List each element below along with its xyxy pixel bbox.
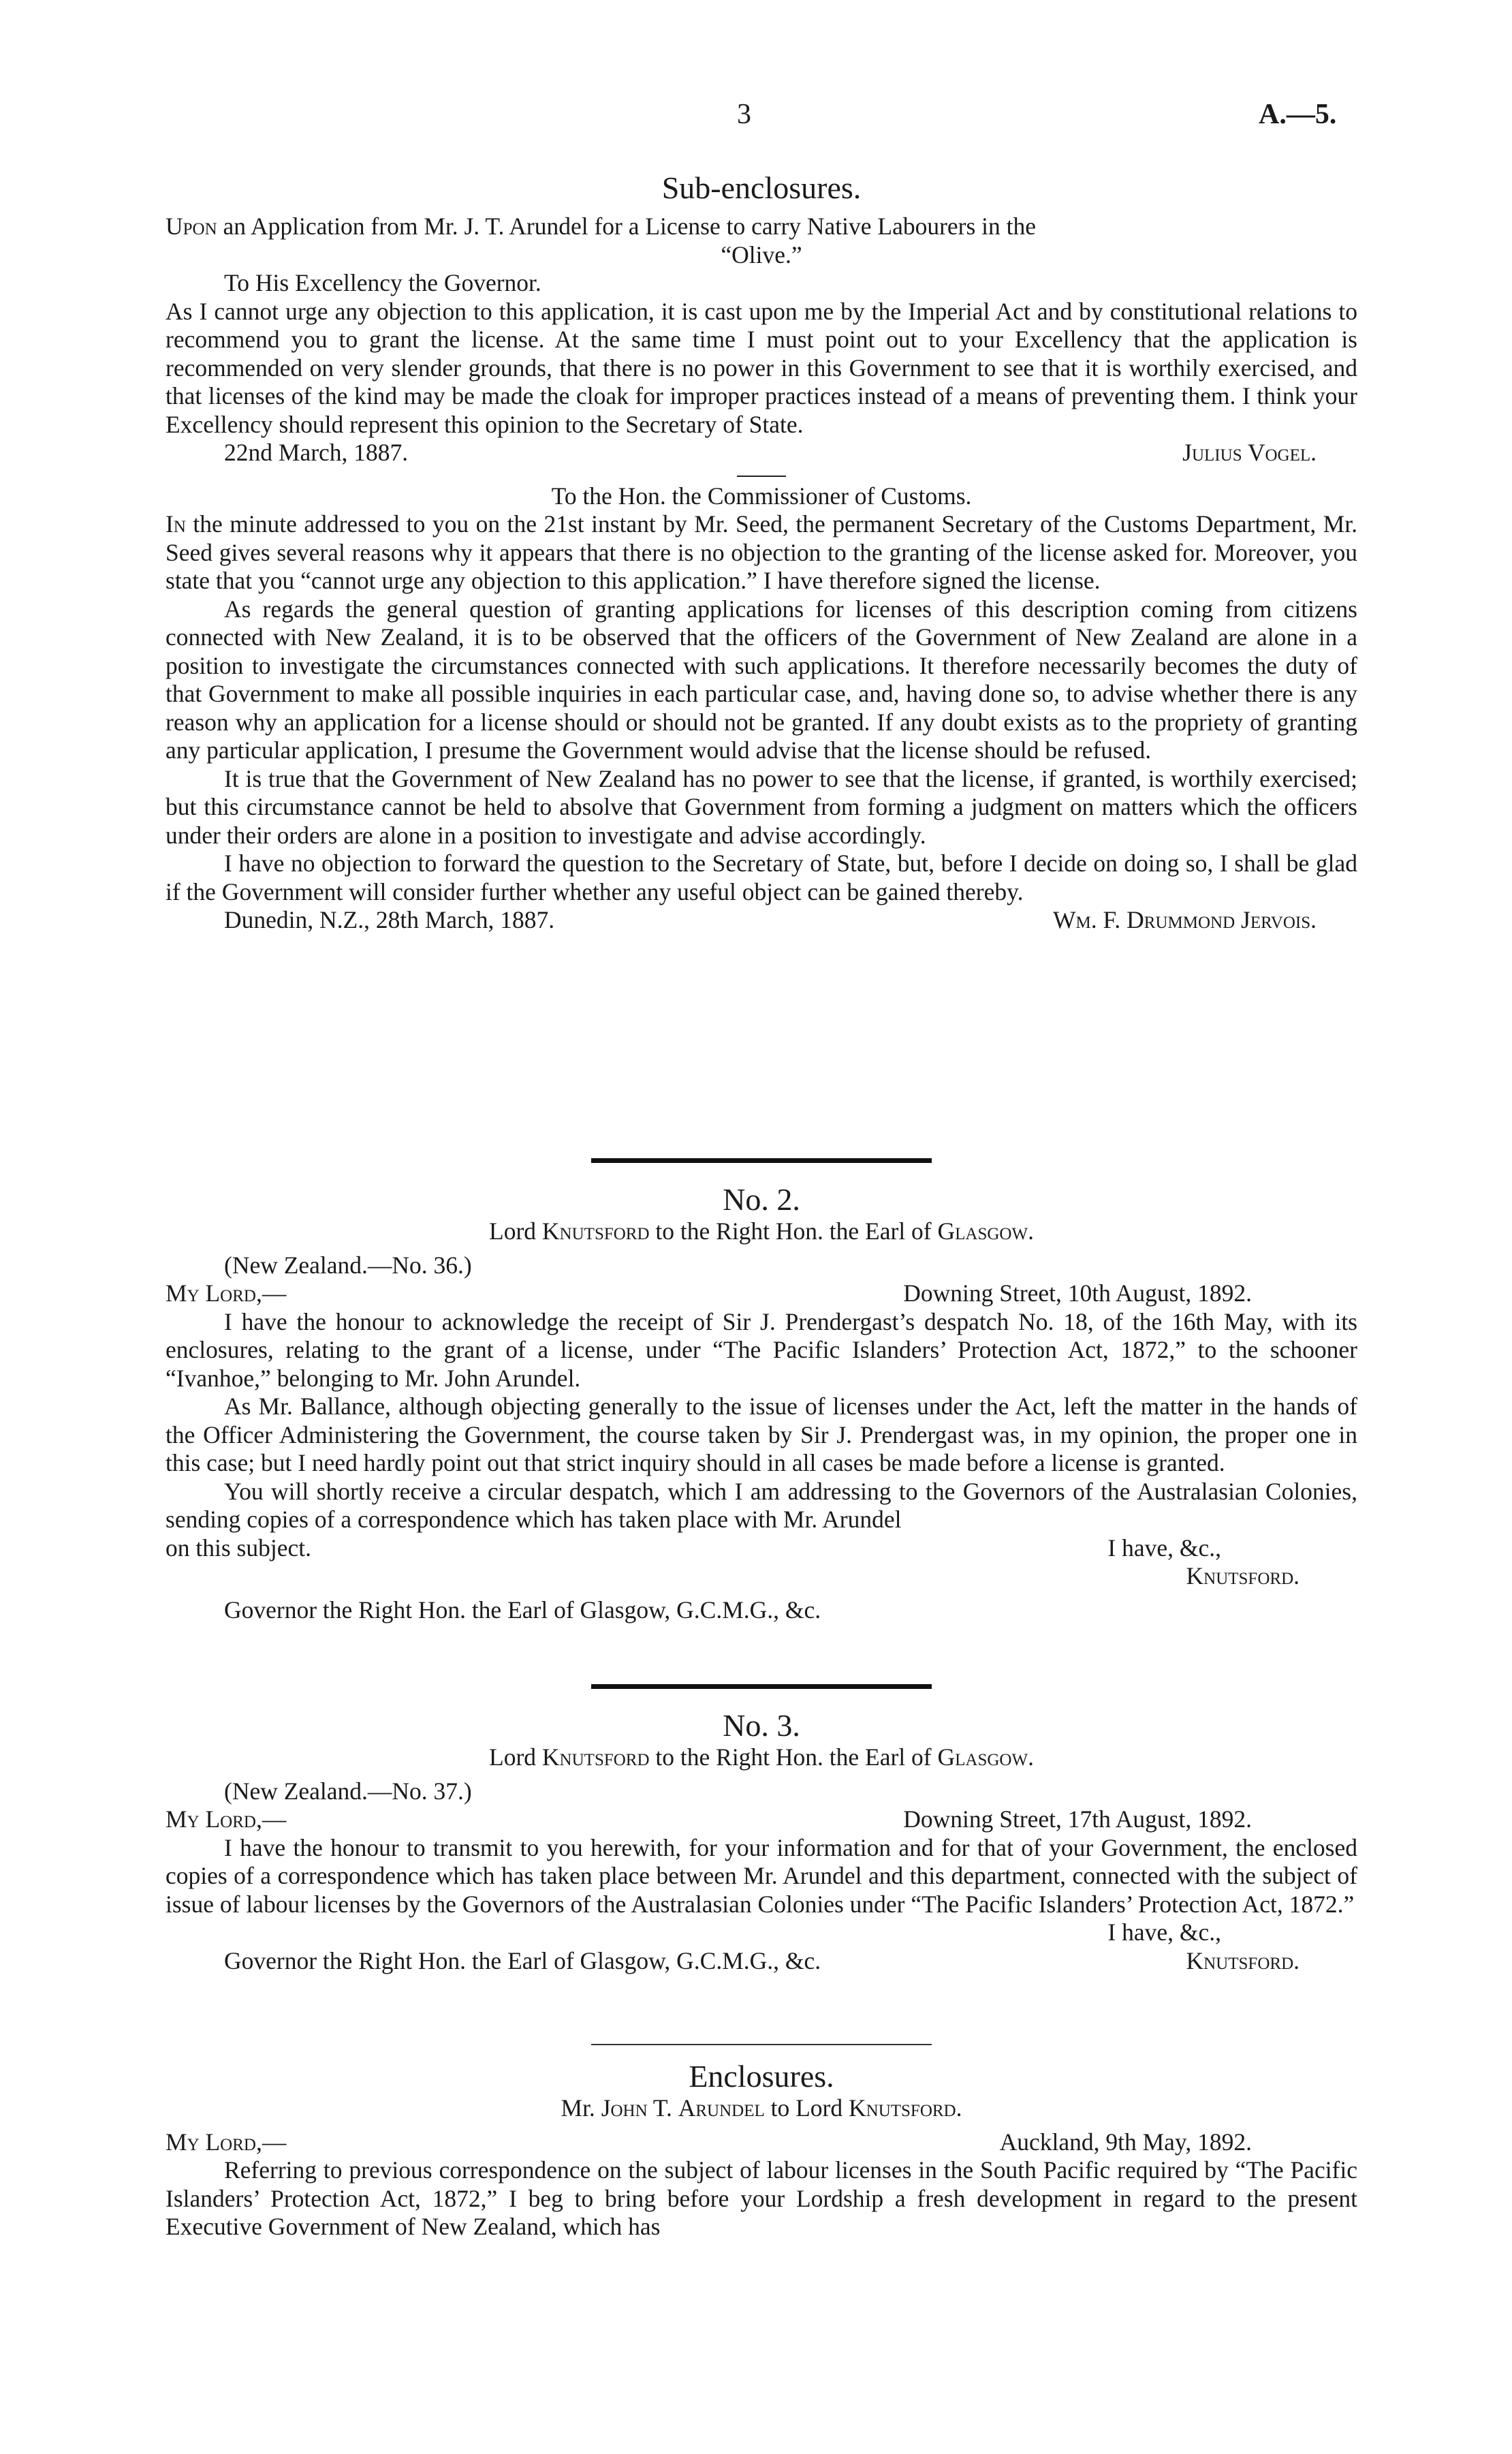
no3-signature: Knutsford. (1186, 1946, 1300, 1974)
sub-enclosures-section (166, 170, 1357, 935)
minute-date: Dunedin, N.Z., 28th March, 1887. (224, 906, 555, 933)
no2-heading-sender: Knutsford (541, 1217, 650, 1245)
minute-addressee: To the Hon. the Commissioner of Customs. (551, 482, 972, 510)
no2-heading (166, 1217, 1357, 1246)
application-intro-line2: “Olive.” (721, 240, 802, 268)
enclosures-paragraph-1: Referring to previous correspondence on the subject of labour licenses in the South Pacific required by “The Pacific Islanders’ Protection Act, 1872,” I beg to bring before your Lordship a fresh development in regard to the present Executive Government of New Zealand, which has (166, 2156, 1357, 2240)
no2-number: No. 2. (723, 1182, 800, 1217)
minute-paragraph-4: I have no objection to forward the question to the Secretary of State, but, before I decide on doing so, I shall be glad if the Government will consider further whether any useful object can be gained thereby. (166, 850, 1357, 905)
minute-signoff (166, 906, 1357, 935)
no2-reference: (New Zealand.—No. 36.) (224, 1251, 472, 1279)
no3-signoff-row (166, 1947, 1357, 1976)
minute-signature: Wm. F. Drummond Jervois. (1053, 906, 1317, 933)
no2-section (166, 1158, 1357, 1624)
enclosures-heading-part: to Lord (764, 2094, 849, 2122)
enclosures-heading-surname: Arundel (678, 2094, 765, 2122)
no2-heading-part: Lord (489, 1217, 542, 1245)
short-divider (737, 476, 786, 477)
application-date: 22nd March, 1887. (224, 439, 409, 466)
application-addressee: To His Excellency the Governor. (224, 269, 541, 296)
no2-paragraph-1: I have the honour to acknowledge the receipt of Sir J. Prendergast’s despatch No. 18, of the 16th May, with its enclosures, relating to the grant of a license, under “The Pacific Islanders’ Protection Act, 1872,” to the schooner “Ivanhoe,” belonging to Mr. John Arundel. (166, 1307, 1357, 1392)
minute-paragraph-1 (166, 510, 1357, 595)
minute-paragraph-1-text: the minute addressed to you on the 21st instant by Mr. Seed, the permanent Secretary of the Customs Department, Mr. Seed gives several reasons why it appears that there is no objection to the granting of the license asked for. Moreover, you state that you “cannot urge any objection to this application.” I have therefore signed the license. (166, 510, 1357, 594)
enclosures-heading-part: Mr. (561, 2094, 601, 2122)
no3-heading-part: . (1028, 1743, 1034, 1771)
no3-salutation: My Lord,— (166, 1805, 287, 1833)
minute-paragraph-2: As regards the general question of granting applications for licenses of this description coming from citizens connected with New Zealand, it is to be observed that the officers of the Government of New Zealand are alone in a position to investigate the circumstances connected with such applications. It therefore necessarily becomes the duty of that Government to make all possible inquiries in each particular case, and, having done so, to advise whether there is any reason why an application for a license should or should not be granted. If any doubt exists as to the propriety of granting any particular application, I presume the Government would advise that the license should be refused. (166, 595, 1357, 764)
enclosures-heading-name: John (601, 2094, 648, 2122)
application-signature: Julius Vogel. (1182, 439, 1317, 466)
no2-heading-part: to the Right Hon. the Earl of (649, 1217, 938, 1245)
no2-closing: I have, &c., (1107, 1534, 1221, 1562)
enclosures-salutation-row (166, 2128, 1357, 2157)
no3-salutation-row (166, 1805, 1357, 1834)
minute-paragraph-3: It is true that the Government of New Zealand has no power to see that the license, if granted, is worthily exercised; but this circumstance cannot be held to absolve that Government from forming a judgment on matters which the officers under their orders are alone in a position to investigate and advise accordingly. (166, 764, 1357, 849)
application-intro-lead: Upon (166, 213, 217, 240)
no3-reference: (New Zealand.—No. 37.) (224, 1777, 472, 1805)
enclosures-heading (166, 2094, 1357, 2123)
no3-heading-sender: Knutsford (541, 1743, 650, 1771)
application-signoff (166, 439, 1357, 467)
no3-paragraph-1: I have the honour to transmit to you herewith, for your information and for that of your Government, the enclosed copies of a correspondence which has taken place between Mr. Arundel and this department, connected with the subject of issue of labour licenses by the Governors of the Australasian Colonies under “The Pacific Islanders’ Protection Act, 1872.” (166, 1833, 1357, 1918)
enclosures-heading-part: T. (647, 2094, 678, 2122)
no3-addressee: Governor the Right Hon. the Earl of Glasgow, G.C.M.G., &c. (224, 1946, 821, 1974)
no2-paragraph-2: As Mr. Ballance, although objecting generally to the issue of licenses under the Act, left the matter in the hands of the Officer Administering the Government, the course taken by Sir J. Prendergast was, in my opinion, the proper one in this case; but I need hardly point out that strict inquiry should in all cases be made before a license is granted. (166, 1393, 1357, 1476)
no3-heading-part: Lord (489, 1743, 542, 1771)
no2-heading-recipient: Glasgow (937, 1217, 1028, 1245)
no2-salutation-row (166, 1279, 1357, 1308)
enclosures-section (166, 2044, 1357, 2241)
section-divider (591, 2044, 932, 2045)
no2-salutation: My Lord,— (166, 1279, 287, 1307)
no3-closing: I have, &c., (1107, 1919, 1221, 1946)
enclosures-place-date: Auckland, 9th May, 1892. (999, 2128, 1252, 2156)
enclosures-title: Enclosures. (689, 2059, 834, 2094)
document-reference: A.—5. (1259, 99, 1337, 130)
page-number: 3 (737, 99, 751, 130)
no2-closing-row (166, 1534, 1357, 1563)
no2-addressee: Governor the Right Hon. the Earl of Glasgow, G.C.M.G., &c. (224, 1596, 821, 1624)
section-divider (591, 1684, 932, 1689)
section-divider (591, 1158, 932, 1163)
no3-heading-recipient: Glasgow (937, 1743, 1028, 1771)
no3-number: No. 3. (723, 1708, 800, 1743)
enclosures-heading-part: . (956, 2094, 962, 2122)
enclosures-salutation: My Lord,— (166, 2128, 287, 2156)
application-intro-text: an Application from Mr. J. T. Arundel for a License to carry Native Labourers in the (217, 213, 1037, 240)
no3-section (166, 1684, 1357, 1975)
minute-lead: In (166, 510, 186, 538)
no2-signature: Knutsford. (1186, 1562, 1300, 1589)
no2-place-date: Downing Street, 10th August, 1892. (903, 1279, 1252, 1307)
sub-enclosures-title: Sub-enclosures. (661, 170, 862, 205)
no3-place-date: Downing Street, 17th August, 1892. (903, 1805, 1252, 1833)
no2-paragraph-3-end: on this subject. (166, 1534, 311, 1562)
no2-heading-part: . (1028, 1217, 1034, 1245)
no2-paragraph-3: You will shortly receive a circular despatch, which I am addressing to the Governors of the Australasian Colonies, sending copies of a correspondence which has taken place with Mr. Arundel (166, 1477, 1357, 1533)
no3-heading-part: to the Right Hon. the Earl of (649, 1743, 938, 1771)
application-intro (166, 213, 1357, 241)
no3-heading (166, 1743, 1357, 1772)
application-body: As I cannot urge any objection to this application, it is cast upon me by the Imperial Act and by constitutional relations to recommend you to grant the license. At the same time I must point out to your Excellency that the application is recommended on very slender grounds, that there is no power in this Government to see that it is worthily exercised, and that licenses of the kind may be made the cloak for improper practices instead of a means of preventing them. I think your Excellency should represent this opinion to the Secretary of State. (166, 297, 1357, 438)
enclosures-heading-recipient: Knutsford (849, 2094, 956, 2122)
